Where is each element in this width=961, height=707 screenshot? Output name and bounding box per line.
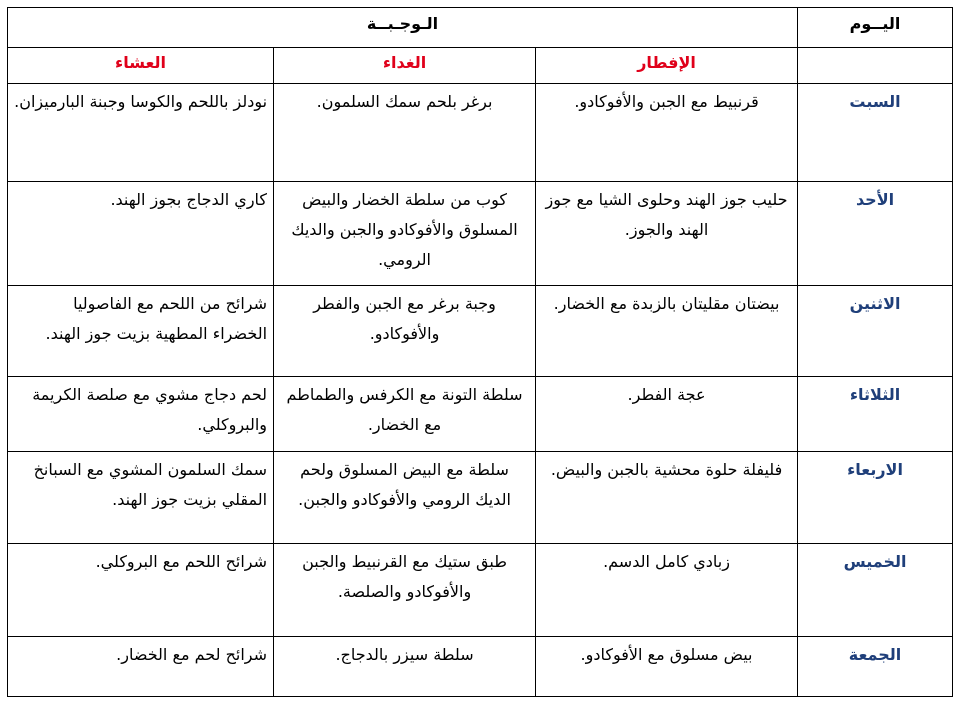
- dinner-cell: شرائح اللحم مع البروكلي.: [8, 544, 274, 637]
- day-cell: الاربعاء: [798, 452, 953, 544]
- day-cell: الخميس: [798, 544, 953, 637]
- breakfast-cell: حليب جوز الهند وحلوى الشيا مع جوز الهند والجوز.: [536, 182, 798, 286]
- breakfast-cell: فليفلة حلوة محشية بالجبن والبيض.: [536, 452, 798, 544]
- breakfast-cell: بيض مسلوق مع الأفوكادو.: [536, 637, 798, 697]
- table-row: [8, 286, 953, 377]
- meal-header-row: [8, 48, 953, 84]
- lunch-cell: وجبة برغر مع الجبن والفطر والأفوكادو.: [274, 286, 536, 377]
- table-row: [8, 452, 953, 544]
- empty-header-cell: [798, 48, 953, 84]
- lunch-cell: سلطة مع البيض المسلوق ولحم الديك الرومي والأفوكادو والجبن.: [274, 452, 536, 544]
- lunch-header: الغداء: [274, 48, 536, 84]
- breakfast-cell: بيضتان مقليتان بالزبدة مع الخضار.: [536, 286, 798, 377]
- dinner-cell: لحم دجاج مشوي مع صلصة الكريمة والبروكلي.: [8, 377, 274, 452]
- lunch-cell: برغر بلحم سمك السلمون.: [274, 84, 536, 182]
- table-row: [8, 84, 953, 182]
- breakfast-cell: قرنبيط مع الجبن والأفوكادو.: [536, 84, 798, 182]
- day-cell: الأحد: [798, 182, 953, 286]
- dinner-cell: شرائح من اللحم مع الفاصوليا الخضراء المطهية بزيت جوز الهند.: [8, 286, 274, 377]
- lunch-cell: سلطة سيزر بالدجاج.: [274, 637, 536, 697]
- dinner-cell: نودلز باللحم والكوسا وجبنة البارميزان.: [8, 84, 274, 182]
- lunch-cell: سلطة التونة مع الكرفس والطماطم مع الخضار.: [274, 377, 536, 452]
- dinner-cell: سمك السلمون المشوي مع السبانخ المقلي بزيت جوز الهند.: [8, 452, 274, 544]
- table-row: [8, 182, 953, 286]
- day-cell: الاثنين: [798, 286, 953, 377]
- breakfast-cell: زبادي كامل الدسم.: [536, 544, 798, 637]
- table-row: [8, 544, 953, 637]
- dinner-header: العشاء: [8, 48, 274, 84]
- lunch-cell: كوب من سلطة الخضار والبيض المسلوق والأفوكادو والجبن والديك الرومي.: [274, 182, 536, 286]
- day-cell: الجمعة: [798, 637, 953, 697]
- meal-plan-table: [7, 7, 953, 697]
- title-row: [8, 8, 953, 48]
- table-row: [8, 637, 953, 697]
- lunch-cell: طبق ستيك مع القرنبيط والجبن والأفوكادو والصلصة.: [274, 544, 536, 637]
- breakfast-cell: عجة الفطر.: [536, 377, 798, 452]
- breakfast-header: الإفطار: [536, 48, 798, 84]
- table-row: [8, 377, 953, 452]
- dinner-cell: شرائح لحم مع الخضار.: [8, 637, 274, 697]
- meal-column-title: الـوجـبــة: [8, 8, 798, 48]
- day-column-title: اليــوم: [798, 8, 953, 48]
- dinner-cell: كاري الدجاج بجوز الهند.: [8, 182, 274, 286]
- day-cell: الثلاثاء: [798, 377, 953, 452]
- day-cell: السبت: [798, 84, 953, 182]
